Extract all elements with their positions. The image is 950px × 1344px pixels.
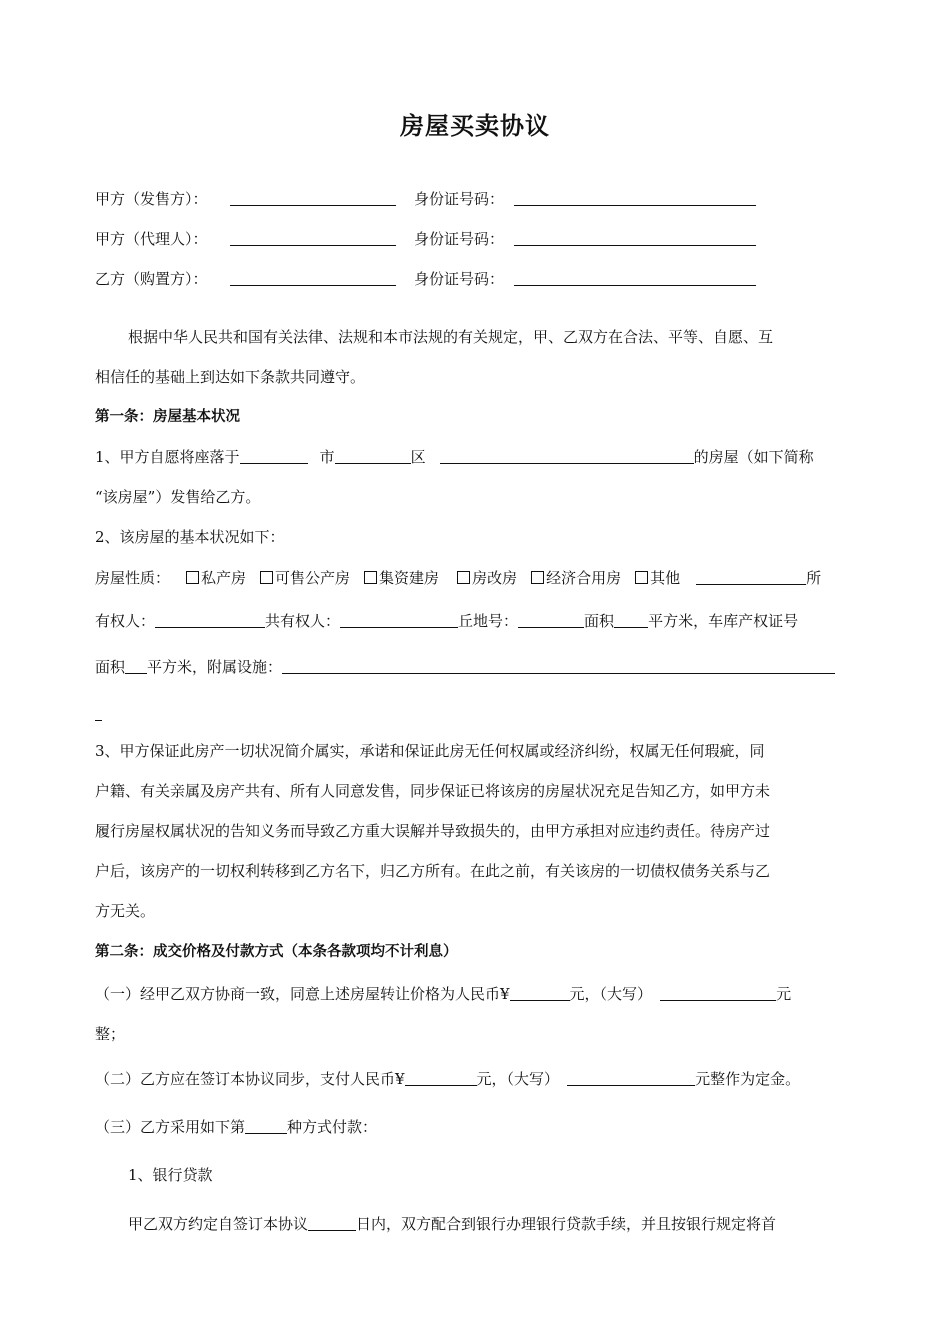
item3-line-2: 户籍、有关亲属及房产共有、所有人同意发售，同步保证已将该房的房屋状况充足告知乙方，如甲方未 [95,782,771,800]
item3-line-4: 户后，该房产的一切权利转移到乙方名下，归乙方所有。在此之前，有关该房的一切债权债务关系与乙 [95,862,771,880]
option-collective: 集资建房 [379,569,440,587]
clause3-tail: 种方式付款： [287,1118,378,1136]
buyer-name-blank[interactable] [230,270,396,286]
city-label: 市 [319,448,335,466]
garage-text: 平方米，车库产权证号 [648,612,799,630]
bank-loan-text-2: 日内，双方配合到银行办理银行贷款手续，并且按银行规定将首 [356,1215,777,1233]
address-blank[interactable] [440,448,694,464]
item1-suffix: 的房屋（如下简称 [693,448,814,466]
option-other: 其他 [650,569,681,587]
facilities-blank-tail[interactable] [95,705,102,721]
option-economic: 经济合用房 [546,569,622,587]
facilities-continuation [95,704,102,724]
checkbox-private[interactable] [186,571,199,584]
party-buyer-label: 乙方（购置方）： [95,270,208,288]
article1-heading: 第一条：房屋基本状况 [95,409,240,425]
seller-id-blank[interactable] [514,190,756,206]
checkbox-other[interactable] [635,571,648,584]
bank-loan-heading: 1、银行贷款 [128,1166,213,1184]
price-blank[interactable] [510,985,570,1001]
agent-id-blank[interactable] [514,230,756,246]
house-nature-label: 房屋性质： [95,569,171,587]
clause1-row [95,984,791,1004]
seller-id-label: 身份证号码： [414,190,505,208]
owner-row [95,611,798,631]
clause2-text: （二）乙方应在签订本协议同步，支付人民币¥ [95,1070,405,1088]
clause1-yuan-upper: 元，（大写） [569,985,653,1003]
price-upper-blank[interactable] [660,985,776,1001]
item1-location-text: 1、甲方自愿将座落于 [95,448,240,466]
facilities-label: 平方米，附属设施： [147,658,283,676]
intro-line-1: 根据中华人民共和国有关法律、法规和本市法规的有关规定，甲、乙双方在合法、平等、自愿、互 [128,328,774,346]
option-reform: 房改房 [472,569,518,587]
checkbox-reform[interactable] [457,571,470,584]
clause3-row [95,1117,377,1137]
garage-area-label: 面积 [95,658,126,676]
checkbox-economic[interactable] [531,571,544,584]
deposit-blank[interactable] [405,1070,477,1086]
clause1-text: （一）经甲乙双方协商一致，同意上述房屋转让价格为人民币¥ [95,985,510,1003]
checkbox-collective[interactable] [364,571,377,584]
area-label: 面积 [584,612,615,630]
nature-tail: 所 [806,569,822,587]
option-private: 私产房 [201,569,247,587]
facilities-blank[interactable] [282,658,835,674]
party-seller-row [95,189,756,209]
checkbox-public-sale[interactable] [260,571,273,584]
party-agent-label: 甲方（代理人）： [95,230,208,248]
intro-line-2: 相信任的基础上到达如下条款共同遵守。 [95,368,366,386]
item3-line-5: 方无关。 [95,902,156,920]
clause3-text: （三）乙方采用如下第 [95,1118,246,1136]
clause2-yuan-upper: 元，（大写） [476,1070,560,1088]
bank-days-blank[interactable] [308,1215,356,1231]
district-blank[interactable] [335,448,411,464]
agent-name-blank[interactable] [230,230,396,246]
area-row [95,657,835,677]
area-blank[interactable] [614,612,648,628]
item3-line-1: 3、甲方保证此房产一切状况简介属实，承诺和保证此房无任何权属或经济纠纷，权属无任何瑕疵，同 [95,742,765,760]
article1-item2: 2、该房屋的基本状况如下： [95,528,285,546]
payment-method-blank[interactable] [245,1118,287,1134]
clause2-tail: 元整作为定金。 [695,1070,801,1088]
clause1-line2: 整； [95,1025,126,1043]
buyer-id-label: 身份证号码： [414,270,505,288]
article1-item1-line2: “该房屋”）发售给乙方。 [95,488,261,506]
clause2-row [95,1069,800,1089]
seller-name-blank[interactable] [230,190,396,206]
bank-loan-text: 甲乙双方约定自签订本协议 [128,1215,309,1233]
co-owner-label: 共有权人： [265,612,341,630]
article1-item1-row [95,447,814,467]
party-seller-label: 甲方（发售方）： [95,190,208,208]
city-blank[interactable] [240,448,308,464]
parcel-label: 丘地号： [458,612,519,630]
owner-label: 有权人： [95,612,156,630]
party-buyer-row [95,269,756,289]
bank-loan-row [128,1214,776,1234]
article2-heading: 第二条：成交价格及付款方式（本条各款项均不计利息） [95,944,458,960]
owner-blank[interactable] [155,612,265,628]
buyer-id-blank[interactable] [514,270,756,286]
item3-line-3: 履行房屋权属状况的告知义务而导致乙方重大误解并导致损失的，由甲方承担对应违约责任。待房产过 [95,822,771,840]
document-title: 房屋买卖协议 [400,112,550,140]
house-nature-row [95,568,821,588]
co-owner-blank[interactable] [340,612,458,628]
other-blank[interactable] [696,569,806,585]
option-public-sale: 可售公产房 [275,569,351,587]
agent-id-label: 身份证号码： [414,230,505,248]
garage-area-blank[interactable] [125,658,147,674]
parcel-blank[interactable] [518,612,584,628]
party-agent-row [95,229,756,249]
district-label: 区 [410,448,426,466]
clause1-yuan: 元 [776,985,792,1003]
deposit-upper-blank[interactable] [567,1070,695,1086]
